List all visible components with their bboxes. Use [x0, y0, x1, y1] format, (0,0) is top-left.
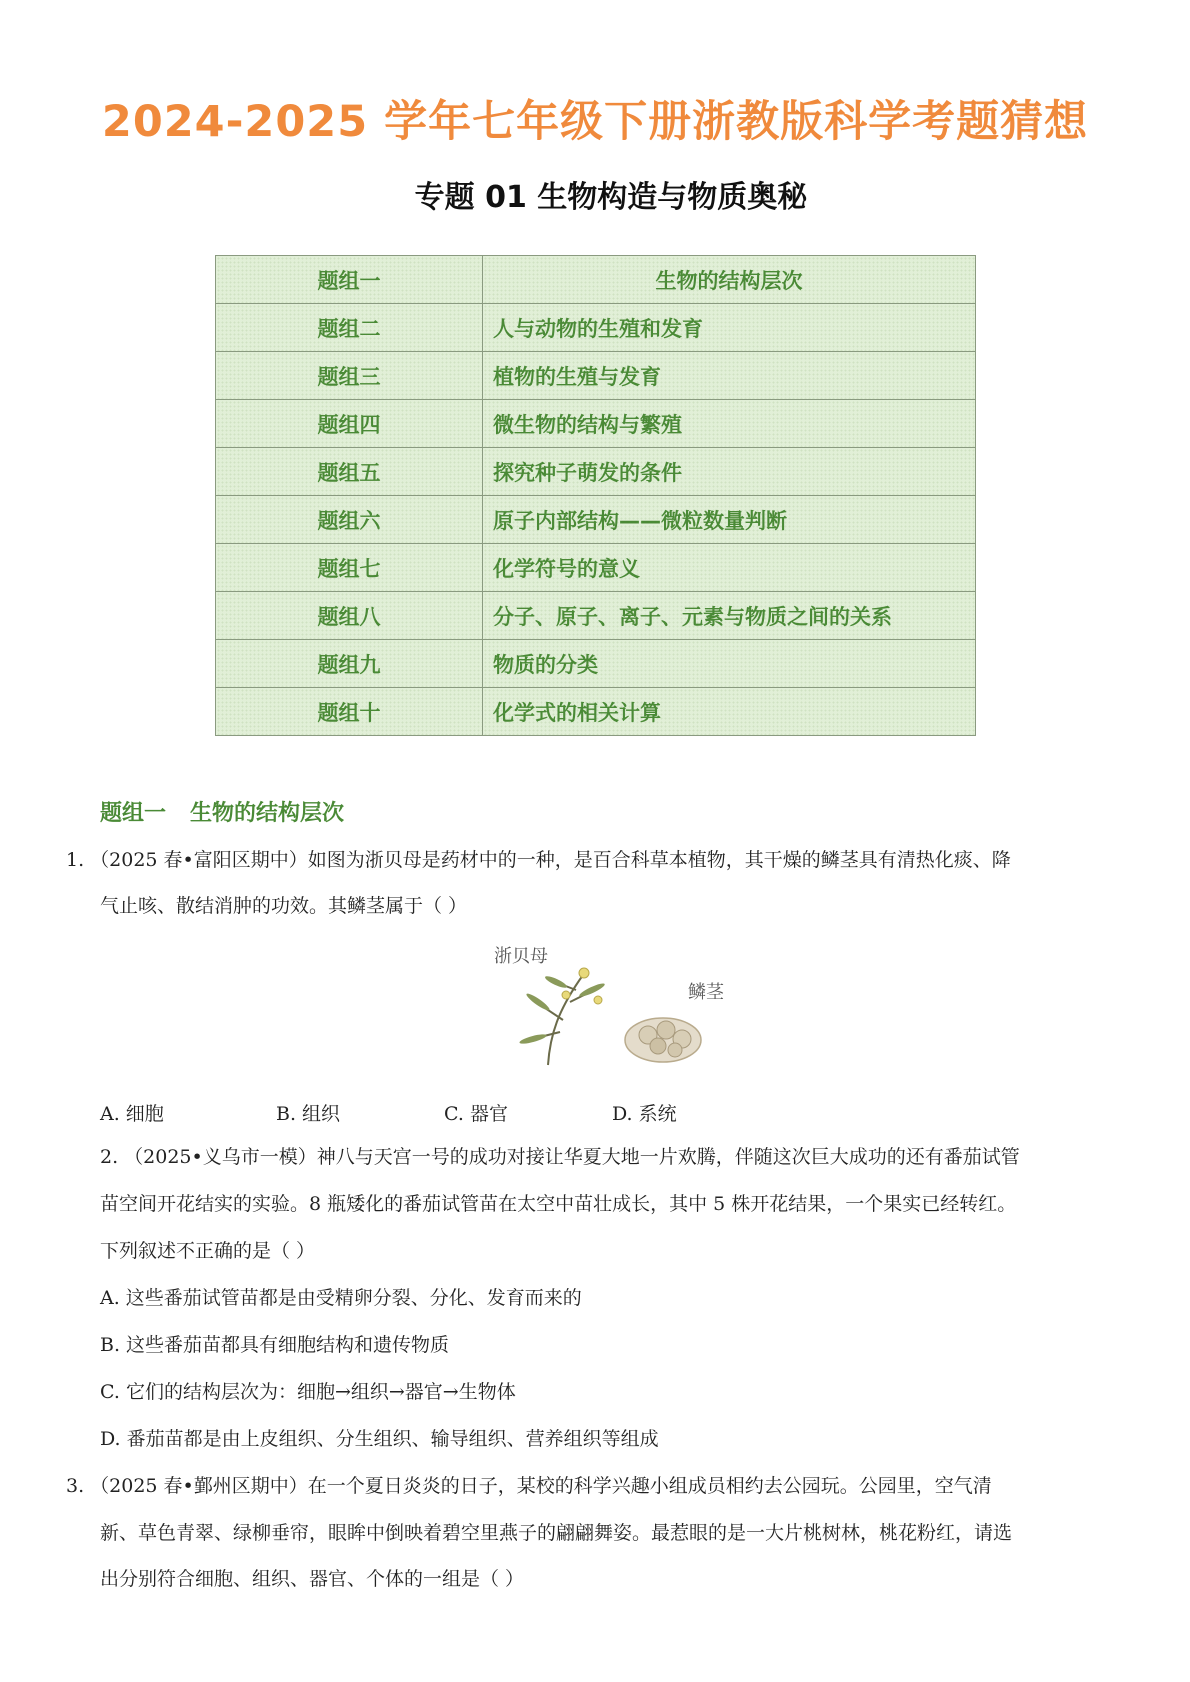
group-cell: 题组一	[216, 256, 483, 304]
question-1-option-a: A. 细胞	[100, 1103, 164, 1125]
table-row	[216, 688, 976, 736]
topic-cell: 人与动物的生殖和发育	[483, 304, 976, 352]
question-1-option-b: B. 组织	[276, 1103, 341, 1125]
table-row	[216, 544, 976, 592]
section-heading	[100, 796, 344, 827]
section-topic: 生物的结构层次	[190, 801, 345, 826]
question-2-line-2: 苗空间开花结实的实验。8 瓶矮化的番茄试管苗在太空中苗壮成长，其中 5 株开花结果，一个果实已经转红。	[100, 1193, 1017, 1215]
table-row	[216, 592, 976, 640]
question-1-line-1: 1. （2025 春•富阳区期中）如图为浙贝母是药材中的一种，是百合科草本植物，其干燥的鳞茎具有清热化痰、降	[66, 849, 1011, 871]
topic-cell: 化学符号的意义	[483, 544, 976, 592]
table-row	[216, 640, 976, 688]
topic-cell: 原子内部结构——微粒数量判断	[483, 496, 976, 544]
question-3-line-3: 出分别符合细胞、组织、器官、个体的一组是（ ）	[100, 1568, 525, 1590]
table-row	[216, 448, 976, 496]
topic-cell: 探究种子萌发的条件	[483, 448, 976, 496]
group-cell: 题组三	[216, 352, 483, 400]
table-row	[216, 304, 976, 352]
table-row	[216, 496, 976, 544]
topic-cell: 生物的结构层次	[483, 256, 976, 304]
question-1-line-2: 气止咳、散结消肿的功效。其鳞茎属于（ ）	[100, 895, 468, 917]
group-cell: 题组七	[216, 544, 483, 592]
table-row	[216, 352, 976, 400]
table-row	[216, 256, 976, 304]
group-cell: 题组十	[216, 688, 483, 736]
topic-cell: 微生物的结构与繁殖	[483, 400, 976, 448]
question-3-line-1: 3. （2025 春•鄞州区期中）在一个夏日炎炎的日子，某校的科学兴趣小组成员相约去公园玩。公园里，空气清	[66, 1475, 992, 1497]
question-2-option-d: D. 番茄苗都是由上皮组织、分生组织、输导组织、营养组织等组成	[100, 1428, 659, 1450]
bulb-icon	[625, 1018, 701, 1062]
plant-icon	[528, 975, 598, 1065]
question-2-option-b: B. 这些番茄苗都具有细胞结构和遗传物质	[100, 1334, 450, 1356]
plant-label: 浙贝母	[494, 946, 548, 967]
question-1-option-d: D. 系统	[612, 1103, 677, 1125]
zhebeimu-illustration	[488, 940, 728, 1070]
question-2-option-a: A. 这些番茄试管苗都是由受精卵分裂、分化、发育而来的	[100, 1287, 582, 1309]
group-cell: 题组五	[216, 448, 483, 496]
topic-table	[215, 255, 976, 736]
topic-cell: 物质的分类	[483, 640, 976, 688]
group-cell: 题组四	[216, 400, 483, 448]
question-2-line-1: 2. （2025•义乌市一模）神八与天宫一号的成功对接让华夏大地一片欢腾，伴随这次巨大成功的还有番茄试管	[100, 1146, 1020, 1168]
document-title: 2024-2025 学年七年级下册浙教版科学考题猜想	[101, 97, 1089, 147]
group-cell: 题组六	[216, 496, 483, 544]
group-cell: 题组八	[216, 592, 483, 640]
group-cell: 题组九	[216, 640, 483, 688]
section-group: 题组一	[100, 801, 167, 826]
topic-cell: 分子、原子、离子、元素与物质之间的关系	[483, 592, 976, 640]
topic-cell: 化学式的相关计算	[483, 688, 976, 736]
question-2-line-3: 下列叙述不正确的是（ ）	[100, 1240, 316, 1262]
group-cell: 题组二	[216, 304, 483, 352]
bulb-label: 鳞茎	[688, 982, 724, 1003]
question-3-line-2: 新、草色青翠、绿柳垂帘，眼眸中倒映着碧空里燕子的翩翩舞姿。最惹眼的是一大片桃树林，桃花粉红，请选	[100, 1522, 1013, 1544]
topic-cell: 植物的生殖与发育	[483, 352, 976, 400]
question-2-option-c: C. 它们的结构层次为：细胞→组织→器官→生物体	[100, 1381, 516, 1403]
document-subtitle: 专题 01 生物构造与物质奥秘	[414, 180, 808, 215]
table-row	[216, 400, 976, 448]
plant-figure	[488, 940, 728, 1070]
question-1-option-c: C. 器官	[444, 1103, 508, 1125]
